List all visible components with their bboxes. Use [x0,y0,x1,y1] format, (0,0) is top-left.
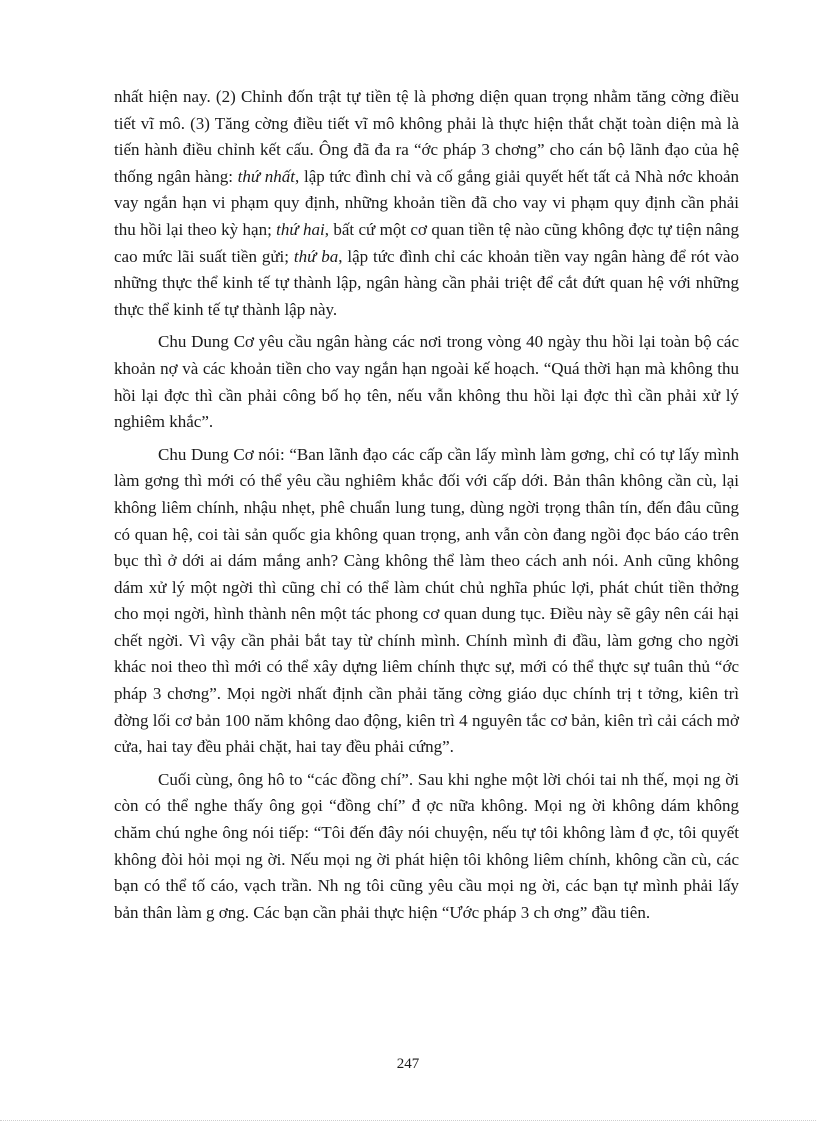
emphasis-thu-hai: thứ hai [276,219,325,239]
emphasis-thu-nhat: thứ nhất [237,166,296,186]
paragraph-3: Chu Dung Cơ nói: “Ban lãnh đạo các cấp cần lấy mình làm gơng, chỉ có tự lấy mình làm gơng thì mới có thể yêu cầu nghiêm khắc đối với cấp dới. Bản thân không cần cù, lại không liêm chính, nhậu nhẹt, phê chuẩn lung tung, dùng ngời trọng thân tín, đến đâu cũng có quan hệ, coi tài sản quốc gia không quan trọng, anh vẫn còn đang ngồi đọc báo cáo trên bục thì ở dới ai dám mắng anh? Càng không thể làm theo cách anh nói. Anh cũng không dám xử lý một ngời thì cũng chỉ có thể làm chút chủ nghĩa phúc lợi, phát chút tiền thởng cho mọi ngời, hình thành nên một tác phong cơ quan dung tục. Điều này sẽ gây nên cái hại chết ngời. Vì vậy cần phải bắt tay từ chính mình. Chính mình đi đầu, làm gơng cho ngời khác noi theo thì mới có thể xây dựng liêm chính thực sự, mới có thể thực sự tuân thủ “ớc pháp 3 chơng”. Mọi ngời nhất định cần phải tăng cờng giáo dục chính trị t tởng, kiên trì đờng lối cơ bản 100 năm không dao động, kiên trì 4 nguyên tắc cơ bản, kiên trì cải cách mở cửa, hai tay đều phải chặt, hai tay đều phải cứng”. [114,444,739,757]
emphasis-thu-ba: thứ ba [293,246,339,266]
paragraph-1-text-c: , bất cứ một cơ quan tiền tệ nào cũng không đợc tự tiện nâng cao mức lãi suất tiền gửi; [114,219,739,266]
paragraph-4: Cuối cùng, ông hô to “các đồng chí”. Sau khi nghe một lời chói tai nh thế, mọi ng ời còn có thể nghe thấy ông gọi “đồng chí” đ ợc nữa không. Mọi ng ời không dám không chăm chú nghe ông nói tiếp: “Tôi đến đây nói chuyện, nếu tự tôi không làm đ ợc, tôi quyết không đòi hỏi mọi ng ời. Nếu mọi ng ời phát hiện tôi không liêm chính, không cần cù, các bạn có thể tố cáo, vạch trần. Nh ng tôi cũng yêu cầu mọi ng ời, các bạn tự mình phải lấy bản thân làm g ơng. Các bạn cần phải thực hiện “Ước pháp 3 ch ơng” đầu tiên. [114,769,739,922]
paragraph-1-text-d: , lập tức đình chỉ các khoản tiền vay ngân hàng để rót vào những thực thể kinh tế tự thành lập, ngân hàng cần phải triệt để cắt đứt quan hệ với những thực thể kinh tế tự thành lập này. [114,246,740,319]
page-body [114,84,739,932]
page-number: 247 [396,1056,420,1072]
paragraph-2: Chu Dung Cơ yêu cầu ngân hàng các nơi trong vòng 40 ngày thu hồi lại toàn bộ các khoản nợ và các khoản tiền cho vay ngắn hạn ngoài kế hoạch. “Quá thời hạn mà không thu hồi lại đợc thì cần phải công bố họ tên, nếu vẫn không thu hồi lại đợc thì cần phải xử lý nghiêm khắc”. [114,332,739,432]
paragraph-1-text-a: nhất hiện nay. (2) Chỉnh đốn trật tự tiền tệ là phơng diện quan trọng nhằm tăng cờng điều tiết vĩ mô. (3) Tăng cờng điều tiết vĩ mô không phải là thực hiện thắt chặt toàn diện mà là tiến hành điều chỉnh kết cấu. Ông đã đa ra “ớc pháp 3 chơng” cho cán bộ lãnh đạo của hệ thống ngân hàng: [114,87,739,186]
paragraph-1 [114,84,739,323]
paragraph-1-text-b: , lập tức đình chỉ và cố gắng giải quyết hết tất cả Nhà nớc khoản vay ngắn hạn vi phạm quy định, những khoản tiền đã cho vay vi phạm quy định cần phải thu hồi lại theo kỳ hạn; [114,166,739,239]
bottom-divider [0,1120,816,1121]
